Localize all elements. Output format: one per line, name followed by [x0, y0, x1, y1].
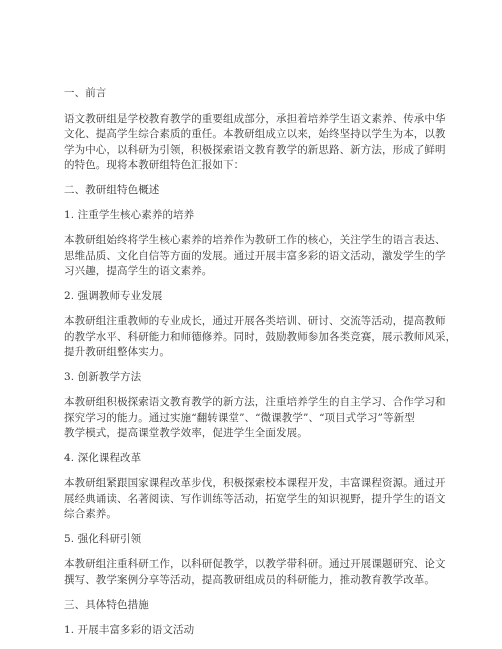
subsection-title: 4. 深化课程改革: [64, 452, 142, 464]
subsection-title: 1. 开展丰富多彩的语文活动: [64, 624, 195, 636]
paragraph-line: 的教学水平、科研能力和师德修养。同时，鼓励教师参加各类竞赛，展示教师风采，: [64, 331, 457, 343]
paragraph-line: 教学模式，提高课堂教学效率，促进学生全面发展。: [64, 427, 308, 439]
paragraph-line: 本教研组紧跟国家课程改革步伐，积极探索校本课程开发，丰富课程资源。通过开: [64, 477, 446, 489]
subsection-title: 3. 创新教学方法: [64, 371, 142, 383]
paragraph-line: 思维品质、文化自信等方面的发展。通过开展丰富多彩的语文活动，激发学生的学: [64, 250, 446, 262]
paragraph-line: 本教研组注重科研工作，以科研促教学，以教学带科研。通过开展课题研究、论文: [64, 558, 446, 570]
subsection-title: 5. 强化科研引领: [64, 533, 142, 545]
paragraph-line: 的特色。现将本教研组特色汇报如下：: [64, 159, 245, 171]
paragraph-line: 综合素养。: [64, 508, 117, 520]
paragraph-line: 撰写、教学案例分享等活动，提高教研组成员的科研能力，推动教育教学改革。: [64, 574, 435, 586]
subsection-title: 2. 强调教师专业发展: [64, 290, 163, 302]
paragraph-line: 展经典诵读、名著阅读、写作训练等活动，拓宽学生的知识视野，提升学生的语文: [64, 493, 446, 505]
section-heading: 二、教研组特色概述: [64, 184, 160, 196]
paragraph-line: 探究学习的能力。通过实施“翻转课堂”、“微课教学”、“项目式学习”等新型: [64, 412, 415, 424]
paragraph-line: 本教研组积极探索语文教育教学的新方法，注重培养学生的自主学习、合作学习和: [64, 396, 446, 408]
paragraph-line: 语文教研组是学校教育教学的重要组成部分，承担着培养学生语文素养、传承中华: [64, 113, 446, 125]
paragraph-line: 文化、提高学生综合素质的重任。本教研组成立以来，始终坚持以学生为本，以教: [64, 128, 446, 140]
paragraph-line: 习兴趣，提高学生的语文素养。: [64, 265, 213, 277]
section-heading: 一、前言: [64, 87, 107, 99]
paragraph-line: 提升教研组整体实力。: [64, 346, 170, 358]
section-heading: 三、具体特色措施: [64, 599, 149, 611]
paragraph-line: 本教研组始终将学生核心素养的培养作为教研工作的核心，关注学生的语言表达、: [64, 234, 446, 246]
paragraph-line: 本教研组注重教师的专业成长，通过开展各类培训、研讨、交流等活动，提高教师: [64, 315, 446, 327]
paragraph-line: 学为中心，以科研为引领，积极探索语文教育教学的新思路、新方法，形成了鲜明: [64, 144, 446, 156]
subsection-title: 1. 注重学生核心素养的培养: [64, 209, 195, 221]
